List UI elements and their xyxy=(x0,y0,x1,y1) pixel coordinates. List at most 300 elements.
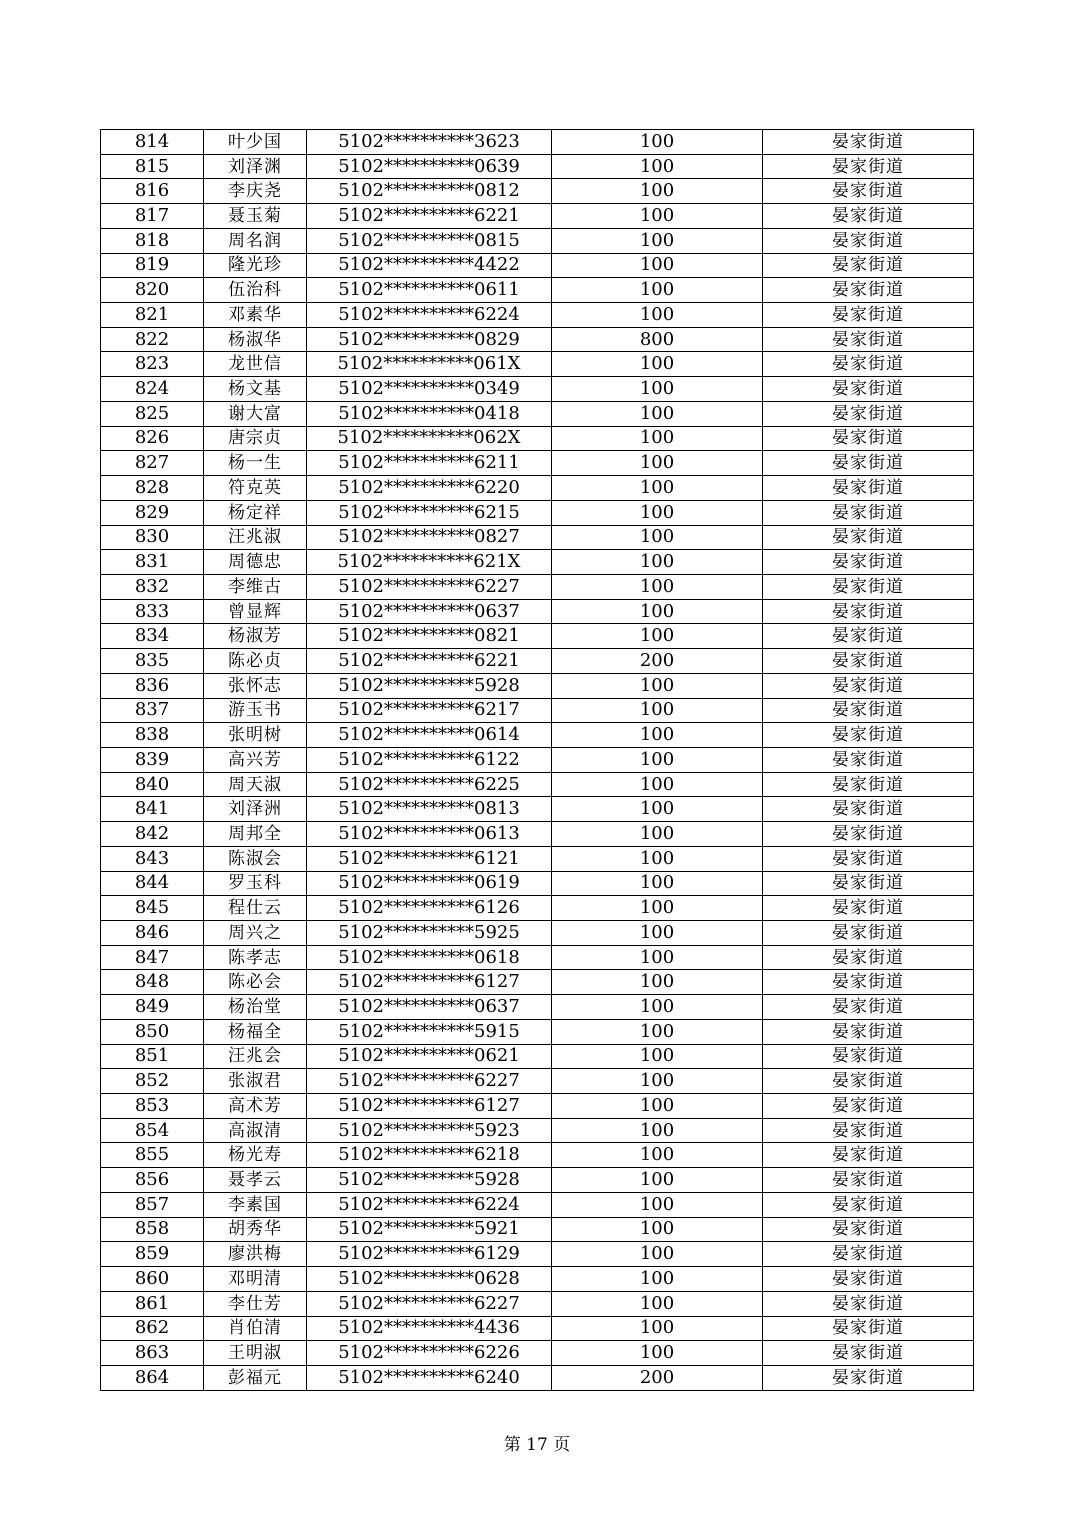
amount-cell: 200 xyxy=(552,1365,763,1390)
row-number-cell: 814 xyxy=(101,130,204,155)
person-name-cell: 李维古 xyxy=(204,574,307,599)
street-cell: 晏家街道 xyxy=(763,698,974,723)
amount-cell: 100 xyxy=(552,179,763,204)
person-name-cell: 邓明清 xyxy=(204,1267,307,1292)
row-number-cell: 839 xyxy=(101,747,204,772)
row-number-cell: 844 xyxy=(101,871,204,896)
id-number-cell: 5102**********6127 xyxy=(307,970,552,995)
id-number-cell: 5102**********6221 xyxy=(307,204,552,229)
amount-cell: 100 xyxy=(552,797,763,822)
row-number-cell: 828 xyxy=(101,476,204,501)
person-name-cell: 刘泽渊 xyxy=(204,154,307,179)
row-number-cell: 857 xyxy=(101,1192,204,1217)
row-number-cell: 852 xyxy=(101,1069,204,1094)
person-name-cell: 陈必贞 xyxy=(204,649,307,674)
id-number-cell: 5102**********6226 xyxy=(307,1341,552,1366)
street-cell: 晏家街道 xyxy=(763,747,974,772)
street-cell: 晏家街道 xyxy=(763,377,974,402)
amount-cell: 100 xyxy=(552,1341,763,1366)
id-number-cell: 5102**********0639 xyxy=(307,154,552,179)
table-row xyxy=(101,476,974,501)
row-number-cell: 822 xyxy=(101,327,204,352)
row-number-cell: 853 xyxy=(101,1094,204,1119)
id-number-cell: 5102**********5928 xyxy=(307,673,552,698)
table-row xyxy=(101,179,974,204)
amount-cell: 100 xyxy=(552,278,763,303)
table-row xyxy=(101,401,974,426)
street-cell: 晏家街道 xyxy=(763,624,974,649)
row-number-cell: 842 xyxy=(101,822,204,847)
table-row xyxy=(101,747,974,772)
street-cell: 晏家街道 xyxy=(763,896,974,921)
amount-cell: 800 xyxy=(552,327,763,352)
person-name-cell: 聂孝云 xyxy=(204,1168,307,1193)
person-name-cell: 杨淑华 xyxy=(204,327,307,352)
street-cell: 晏家街道 xyxy=(763,1242,974,1267)
table-row xyxy=(101,896,974,921)
person-name-cell: 刘泽洲 xyxy=(204,797,307,822)
table-row xyxy=(101,970,974,995)
street-cell: 晏家街道 xyxy=(763,476,974,501)
id-number-cell: 5102**********0812 xyxy=(307,179,552,204)
person-name-cell: 李仕芳 xyxy=(204,1291,307,1316)
row-number-cell: 859 xyxy=(101,1242,204,1267)
table-row xyxy=(101,624,974,649)
table-row xyxy=(101,1365,974,1390)
table-row xyxy=(101,822,974,847)
table-body xyxy=(101,130,974,1391)
person-name-cell: 彭福元 xyxy=(204,1365,307,1390)
street-cell: 晏家街道 xyxy=(763,649,974,674)
street-cell: 晏家街道 xyxy=(763,772,974,797)
id-number-cell: 5102**********0815 xyxy=(307,228,552,253)
person-name-cell: 游玉书 xyxy=(204,698,307,723)
id-number-cell: 5102**********621X xyxy=(307,550,552,575)
street-cell: 晏家街道 xyxy=(763,1217,974,1242)
row-number-cell: 824 xyxy=(101,377,204,402)
amount-cell: 100 xyxy=(552,303,763,328)
table-row xyxy=(101,228,974,253)
amount-cell: 100 xyxy=(552,1069,763,1094)
street-cell: 晏家街道 xyxy=(763,1143,974,1168)
person-name-cell: 周名润 xyxy=(204,228,307,253)
street-cell: 晏家街道 xyxy=(763,451,974,476)
person-name-cell: 叶少国 xyxy=(204,130,307,155)
table-row xyxy=(101,1341,974,1366)
table-row xyxy=(101,1316,974,1341)
amount-cell: 100 xyxy=(552,624,763,649)
table-row xyxy=(101,204,974,229)
person-name-cell: 高兴芳 xyxy=(204,747,307,772)
street-cell: 晏家街道 xyxy=(763,500,974,525)
table-row xyxy=(101,451,974,476)
street-cell: 晏家街道 xyxy=(763,1044,974,1069)
id-number-cell: 5102**********0813 xyxy=(307,797,552,822)
street-cell: 晏家街道 xyxy=(763,574,974,599)
table-row xyxy=(101,327,974,352)
row-number-cell: 841 xyxy=(101,797,204,822)
id-number-cell: 5102**********5925 xyxy=(307,921,552,946)
row-number-cell: 827 xyxy=(101,451,204,476)
row-number-cell: 832 xyxy=(101,574,204,599)
id-number-cell: 5102**********0618 xyxy=(307,945,552,970)
amount-cell: 100 xyxy=(552,1019,763,1044)
amount-cell: 100 xyxy=(552,525,763,550)
amount-cell: 100 xyxy=(552,698,763,723)
amount-cell: 100 xyxy=(552,747,763,772)
street-cell: 晏家街道 xyxy=(763,204,974,229)
id-number-cell: 5102**********0637 xyxy=(307,995,552,1020)
person-name-cell: 汪兆会 xyxy=(204,1044,307,1069)
id-number-cell: 5102**********6121 xyxy=(307,846,552,871)
amount-cell: 100 xyxy=(552,1267,763,1292)
table-row xyxy=(101,723,974,748)
table-row xyxy=(101,1291,974,1316)
person-name-cell: 邓素华 xyxy=(204,303,307,328)
id-number-cell: 5102**********6217 xyxy=(307,698,552,723)
table-row xyxy=(101,1217,974,1242)
person-name-cell: 张怀志 xyxy=(204,673,307,698)
street-cell: 晏家街道 xyxy=(763,130,974,155)
row-number-cell: 862 xyxy=(101,1316,204,1341)
person-name-cell: 张明树 xyxy=(204,723,307,748)
row-number-cell: 856 xyxy=(101,1168,204,1193)
id-number-cell: 5102**********6240 xyxy=(307,1365,552,1390)
row-number-cell: 840 xyxy=(101,772,204,797)
table-row xyxy=(101,500,974,525)
row-number-cell: 863 xyxy=(101,1341,204,1366)
row-number-cell: 854 xyxy=(101,1118,204,1143)
id-number-cell: 5102**********6218 xyxy=(307,1143,552,1168)
street-cell: 晏家街道 xyxy=(763,525,974,550)
street-cell: 晏家街道 xyxy=(763,154,974,179)
id-number-cell: 5102**********6224 xyxy=(307,303,552,328)
amount-cell: 100 xyxy=(552,1291,763,1316)
person-name-cell: 程仕云 xyxy=(204,896,307,921)
amount-cell: 100 xyxy=(552,550,763,575)
person-name-cell: 隆光珍 xyxy=(204,253,307,278)
row-number-cell: 858 xyxy=(101,1217,204,1242)
id-number-cell: 5102**********6127 xyxy=(307,1094,552,1119)
street-cell: 晏家街道 xyxy=(763,970,974,995)
id-number-cell: 5102**********061X xyxy=(307,352,552,377)
table-row xyxy=(101,945,974,970)
table-row xyxy=(101,995,974,1020)
street-cell: 晏家街道 xyxy=(763,352,974,377)
street-cell: 晏家街道 xyxy=(763,1341,974,1366)
amount-cell: 100 xyxy=(552,1094,763,1119)
id-number-cell: 5102**********5921 xyxy=(307,1217,552,1242)
street-cell: 晏家街道 xyxy=(763,1168,974,1193)
street-cell: 晏家街道 xyxy=(763,1267,974,1292)
street-cell: 晏家街道 xyxy=(763,871,974,896)
table-row xyxy=(101,352,974,377)
table-row xyxy=(101,253,974,278)
row-number-cell: 861 xyxy=(101,1291,204,1316)
table-row xyxy=(101,846,974,871)
person-name-cell: 唐宗贞 xyxy=(204,426,307,451)
person-name-cell: 周德忠 xyxy=(204,550,307,575)
person-name-cell: 高淑清 xyxy=(204,1118,307,1143)
amount-cell: 100 xyxy=(552,599,763,624)
street-cell: 晏家街道 xyxy=(763,179,974,204)
amount-cell: 100 xyxy=(552,871,763,896)
person-name-cell: 聂玉菊 xyxy=(204,204,307,229)
row-number-cell: 833 xyxy=(101,599,204,624)
table-row xyxy=(101,525,974,550)
table-row xyxy=(101,1044,974,1069)
id-number-cell: 5102**********0637 xyxy=(307,599,552,624)
row-number-cell: 851 xyxy=(101,1044,204,1069)
table-row xyxy=(101,1118,974,1143)
row-number-cell: 818 xyxy=(101,228,204,253)
person-name-cell: 龙世信 xyxy=(204,352,307,377)
person-name-cell: 高术芳 xyxy=(204,1094,307,1119)
street-cell: 晏家街道 xyxy=(763,1118,974,1143)
amount-cell: 100 xyxy=(552,352,763,377)
person-name-cell: 杨文基 xyxy=(204,377,307,402)
street-cell: 晏家街道 xyxy=(763,822,974,847)
person-name-cell: 杨福全 xyxy=(204,1019,307,1044)
person-name-cell: 杨定祥 xyxy=(204,500,307,525)
street-cell: 晏家街道 xyxy=(763,673,974,698)
row-number-cell: 826 xyxy=(101,426,204,451)
street-cell: 晏家街道 xyxy=(763,797,974,822)
amount-cell: 100 xyxy=(552,1118,763,1143)
person-name-cell: 李素国 xyxy=(204,1192,307,1217)
amount-cell: 100 xyxy=(552,970,763,995)
id-number-cell: 5102**********0821 xyxy=(307,624,552,649)
id-number-cell: 5102**********0614 xyxy=(307,723,552,748)
table-row xyxy=(101,130,974,155)
row-number-cell: 864 xyxy=(101,1365,204,1390)
row-number-cell: 815 xyxy=(101,154,204,179)
table-row xyxy=(101,574,974,599)
id-number-cell: 5102**********6221 xyxy=(307,649,552,674)
row-number-cell: 843 xyxy=(101,846,204,871)
amount-cell: 100 xyxy=(552,1316,763,1341)
amount-cell: 100 xyxy=(552,204,763,229)
amount-cell: 100 xyxy=(552,673,763,698)
row-number-cell: 829 xyxy=(101,500,204,525)
table-row xyxy=(101,377,974,402)
row-number-cell: 838 xyxy=(101,723,204,748)
person-name-cell: 肖伯清 xyxy=(204,1316,307,1341)
amount-cell: 100 xyxy=(552,995,763,1020)
amount-cell: 100 xyxy=(552,426,763,451)
id-number-cell: 5102**********6122 xyxy=(307,747,552,772)
street-cell: 晏家街道 xyxy=(763,995,974,1020)
amount-cell: 100 xyxy=(552,896,763,921)
person-name-cell: 杨治堂 xyxy=(204,995,307,1020)
person-name-cell: 杨一生 xyxy=(204,451,307,476)
table-row xyxy=(101,1019,974,1044)
person-name-cell: 曾显辉 xyxy=(204,599,307,624)
table-row xyxy=(101,1267,974,1292)
row-number-cell: 835 xyxy=(101,649,204,674)
amount-cell: 100 xyxy=(552,1242,763,1267)
person-name-cell: 周兴之 xyxy=(204,921,307,946)
amount-cell: 100 xyxy=(552,723,763,748)
amount-cell: 100 xyxy=(552,476,763,501)
row-number-cell: 819 xyxy=(101,253,204,278)
amount-cell: 100 xyxy=(552,822,763,847)
amount-cell: 100 xyxy=(552,1168,763,1193)
person-name-cell: 谢大富 xyxy=(204,401,307,426)
table-row xyxy=(101,1242,974,1267)
row-number-cell: 834 xyxy=(101,624,204,649)
street-cell: 晏家街道 xyxy=(763,401,974,426)
subsidy-list-table xyxy=(100,129,974,1391)
amount-cell: 100 xyxy=(552,228,763,253)
amount-cell: 100 xyxy=(552,377,763,402)
person-name-cell: 杨淑芳 xyxy=(204,624,307,649)
amount-cell: 200 xyxy=(552,649,763,674)
table-row xyxy=(101,1168,974,1193)
id-number-cell: 5102**********0628 xyxy=(307,1267,552,1292)
table-row xyxy=(101,797,974,822)
table-row xyxy=(101,303,974,328)
table-row xyxy=(101,1192,974,1217)
person-name-cell: 伍治科 xyxy=(204,278,307,303)
amount-cell: 100 xyxy=(552,1217,763,1242)
amount-cell: 100 xyxy=(552,130,763,155)
row-number-cell: 823 xyxy=(101,352,204,377)
person-name-cell: 李庆尧 xyxy=(204,179,307,204)
street-cell: 晏家街道 xyxy=(763,426,974,451)
street-cell: 晏家街道 xyxy=(763,550,974,575)
amount-cell: 100 xyxy=(552,1044,763,1069)
person-name-cell: 符克英 xyxy=(204,476,307,501)
row-number-cell: 845 xyxy=(101,896,204,921)
id-number-cell: 5102**********5928 xyxy=(307,1168,552,1193)
street-cell: 晏家街道 xyxy=(763,303,974,328)
person-name-cell: 王明淑 xyxy=(204,1341,307,1366)
person-name-cell: 张淑君 xyxy=(204,1069,307,1094)
table-row xyxy=(101,599,974,624)
amount-cell: 100 xyxy=(552,401,763,426)
person-name-cell: 陈淑会 xyxy=(204,846,307,871)
row-number-cell: 831 xyxy=(101,550,204,575)
amount-cell: 100 xyxy=(552,574,763,599)
id-number-cell: 5102**********6220 xyxy=(307,476,552,501)
row-number-cell: 860 xyxy=(101,1267,204,1292)
amount-cell: 100 xyxy=(552,1192,763,1217)
street-cell: 晏家街道 xyxy=(763,278,974,303)
person-name-cell: 陈孝志 xyxy=(204,945,307,970)
person-name-cell: 杨光寿 xyxy=(204,1143,307,1168)
id-number-cell: 5102**********0611 xyxy=(307,278,552,303)
table-row xyxy=(101,1069,974,1094)
id-number-cell: 5102**********6224 xyxy=(307,1192,552,1217)
street-cell: 晏家街道 xyxy=(763,1069,974,1094)
amount-cell: 100 xyxy=(552,1143,763,1168)
street-cell: 晏家街道 xyxy=(763,846,974,871)
id-number-cell: 5102**********4436 xyxy=(307,1316,552,1341)
person-name-cell: 廖洪梅 xyxy=(204,1242,307,1267)
id-number-cell: 5102**********6215 xyxy=(307,500,552,525)
person-name-cell: 胡秀华 xyxy=(204,1217,307,1242)
row-number-cell: 825 xyxy=(101,401,204,426)
row-number-cell: 836 xyxy=(101,673,204,698)
street-cell: 晏家街道 xyxy=(763,1192,974,1217)
amount-cell: 100 xyxy=(552,846,763,871)
table-row xyxy=(101,154,974,179)
page-number: 第 17 页 xyxy=(503,1435,571,1455)
table-row xyxy=(101,550,974,575)
row-number-cell: 821 xyxy=(101,303,204,328)
id-number-cell: 5102**********0349 xyxy=(307,377,552,402)
amount-cell: 100 xyxy=(552,500,763,525)
id-number-cell: 5102**********6126 xyxy=(307,896,552,921)
id-number-cell: 5102**********062X xyxy=(307,426,552,451)
street-cell: 晏家街道 xyxy=(763,228,974,253)
table-row xyxy=(101,278,974,303)
person-name-cell: 陈必会 xyxy=(204,970,307,995)
id-number-cell: 5102**********6227 xyxy=(307,574,552,599)
table-row xyxy=(101,921,974,946)
amount-cell: 100 xyxy=(552,451,763,476)
row-number-cell: 830 xyxy=(101,525,204,550)
amount-cell: 100 xyxy=(552,945,763,970)
row-number-cell: 850 xyxy=(101,1019,204,1044)
id-number-cell: 5102**********5915 xyxy=(307,1019,552,1044)
street-cell: 晏家街道 xyxy=(763,945,974,970)
person-name-cell: 汪兆淑 xyxy=(204,525,307,550)
amount-cell: 100 xyxy=(552,772,763,797)
table-row xyxy=(101,673,974,698)
street-cell: 晏家街道 xyxy=(763,1365,974,1390)
row-number-cell: 837 xyxy=(101,698,204,723)
person-name-cell: 周邦全 xyxy=(204,822,307,847)
row-number-cell: 846 xyxy=(101,921,204,946)
id-number-cell: 5102**********0621 xyxy=(307,1044,552,1069)
street-cell: 晏家街道 xyxy=(763,1316,974,1341)
id-number-cell: 5102**********3623 xyxy=(307,130,552,155)
id-number-cell: 5102**********5923 xyxy=(307,1118,552,1143)
id-number-cell: 5102**********6227 xyxy=(307,1291,552,1316)
row-number-cell: 855 xyxy=(101,1143,204,1168)
table-row xyxy=(101,1143,974,1168)
id-number-cell: 5102**********0829 xyxy=(307,327,552,352)
street-cell: 晏家街道 xyxy=(763,1019,974,1044)
id-number-cell: 5102**********0418 xyxy=(307,401,552,426)
amount-cell: 100 xyxy=(552,253,763,278)
street-cell: 晏家街道 xyxy=(763,1094,974,1119)
row-number-cell: 820 xyxy=(101,278,204,303)
person-name-cell: 周天淑 xyxy=(204,772,307,797)
amount-cell: 100 xyxy=(552,921,763,946)
id-number-cell: 5102**********0613 xyxy=(307,822,552,847)
id-number-cell: 5102**********6225 xyxy=(307,772,552,797)
street-cell: 晏家街道 xyxy=(763,599,974,624)
street-cell: 晏家街道 xyxy=(763,327,974,352)
person-name-cell: 罗玉科 xyxy=(204,871,307,896)
row-number-cell: 848 xyxy=(101,970,204,995)
row-number-cell: 817 xyxy=(101,204,204,229)
table-row xyxy=(101,649,974,674)
id-number-cell: 5102**********0619 xyxy=(307,871,552,896)
street-cell: 晏家街道 xyxy=(763,921,974,946)
id-number-cell: 5102**********6211 xyxy=(307,451,552,476)
row-number-cell: 849 xyxy=(101,995,204,1020)
table-row xyxy=(101,871,974,896)
street-cell: 晏家街道 xyxy=(763,253,974,278)
amount-cell: 100 xyxy=(552,154,763,179)
table-row xyxy=(101,1094,974,1119)
street-cell: 晏家街道 xyxy=(763,723,974,748)
id-number-cell: 5102**********6129 xyxy=(307,1242,552,1267)
